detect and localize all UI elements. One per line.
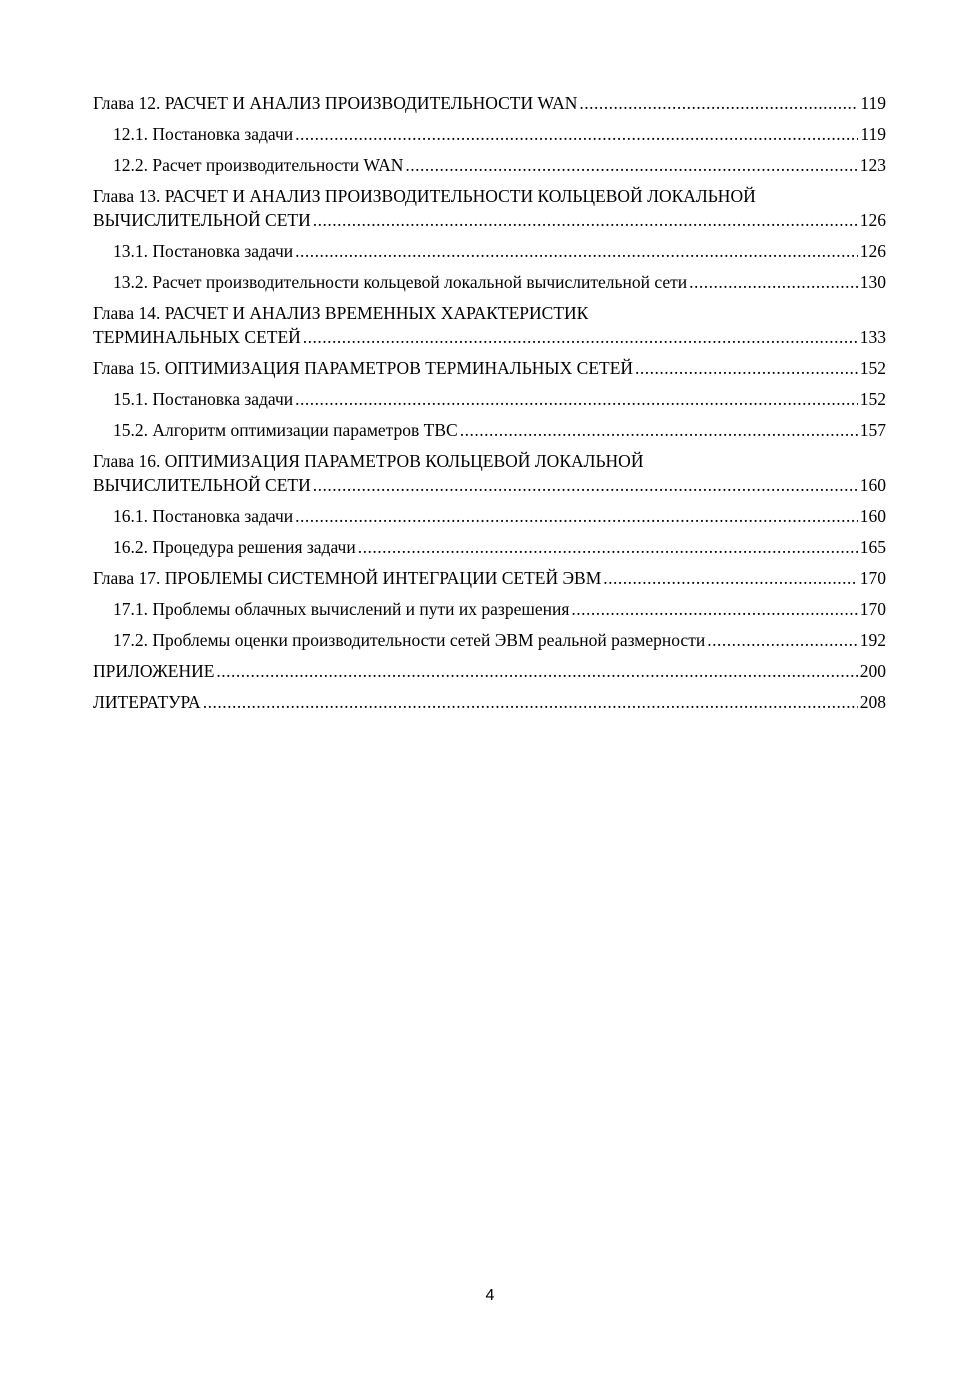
toc-entry-title: 15.2. Алгоритм оптимизации параметров ТВС [113,420,458,440]
dot-leader [295,387,858,411]
toc-entry-page: 152 [859,389,886,409]
toc-entry-title: 12.2. Расчет производительности WAN [113,155,404,175]
toc-entry-title: ВЫЧИСЛИТЕЛЬНОЙ СЕТИ [93,475,311,495]
dot-leader [295,504,858,528]
toc-entry-page: 160 [859,475,886,495]
page-number: 4 [485,1287,495,1304]
toc-entry-title: 12.1. Постановка задачи [113,124,294,144]
toc-entry-page: 119 [860,93,886,113]
toc-entry-title: ВЫЧИСЛИТЕЛЬНОЙ СЕТИ [93,210,311,230]
toc-entry-line [93,208,886,232]
toc-entry-title: ПРИЛОЖЕНИЕ [93,661,215,681]
dot-leader [313,473,858,497]
dot-leader [689,270,858,294]
toc-entry [93,122,886,146]
toc-entry [93,659,886,683]
toc-entry [93,690,886,714]
dot-leader [313,208,858,232]
toc-entry [93,239,886,263]
toc-entry-page: 200 [859,661,886,681]
dot-leader [405,153,857,177]
toc-entry-title: 16.1. Постановка задачи [113,506,294,526]
toc-entry-title: 15.1. Постановка задачи [113,389,294,409]
toc-entry [93,566,886,590]
toc-entry-page: 160 [859,506,886,526]
toc-entry-line [113,387,886,411]
toc-entry-page: 133 [859,327,886,347]
toc-entry-line [93,659,886,683]
toc-entry-title: 13.2. Расчет производительности кольцевой локальной вычислительной сети [113,272,688,292]
dot-leader [358,535,858,559]
toc-entry-line [113,270,886,294]
toc-entry-title: Глава 15. ОПТИМИЗАЦИЯ ПАРАМЕТРОВ ТЕРМИНАЛЬНЫХ СЕТЕЙ [93,358,634,378]
dot-leader [571,597,857,621]
toc-entry-title-line: Глава 13. РАСЧЕТ И АНАЛИЗ ПРОИЗВОДИТЕЛЬНОСТИ КОЛЬЦЕВОЙ ЛОКАЛЬНОЙ [93,186,756,206]
toc-entry-title-line: Глава 14. РАСЧЕТ И АНАЛИЗ ВРЕМЕННЫХ ХАРАКТЕРИСТИК [93,303,589,323]
toc-entry-title: 13.1. Постановка задачи [113,241,294,261]
toc-entry-page: 126 [859,210,886,230]
toc-entry-page: 170 [859,599,886,619]
toc-entry [93,301,886,349]
toc-entry-page: 165 [859,537,886,557]
toc-entry-line [113,122,886,146]
toc-entry-title-line: Глава 16. ОПТИМИЗАЦИЯ ПАРАМЕТРОВ КОЛЬЦЕВОЙ ЛОКАЛЬНОЙ [93,451,644,471]
toc-entry-line [113,153,886,177]
dot-leader [295,239,858,263]
toc-entry-line [93,473,886,497]
toc-entry [93,184,886,232]
toc-entry [93,597,886,621]
toc-entry-page: 123 [859,155,886,175]
toc-entry [93,504,886,528]
dot-leader [303,325,858,349]
toc-entry-page: 126 [859,241,886,261]
toc-entry-page: 119 [860,124,886,144]
dot-leader [203,690,858,714]
toc-entry [93,449,886,497]
toc-entry-line [113,418,886,442]
toc-entry-title: 17.1. Проблемы облачных вычислений и пути их разрешения [113,599,570,619]
toc-entry-page: 208 [859,692,886,712]
dot-leader [460,418,858,442]
dot-leader [295,122,858,146]
toc-entry-line [93,325,886,349]
table-of-contents [93,91,886,721]
toc-entry-line [113,504,886,528]
toc-entry-page: 170 [859,568,886,588]
dot-leader [579,91,858,115]
dot-leader [635,356,858,380]
dot-leader [707,628,858,652]
toc-entry [93,535,886,559]
toc-entry-title: Глава 17. ПРОБЛЕМЫ СИСТЕМНОЙ ИНТЕГРАЦИИ СЕТЕЙ ЭВМ [93,568,602,588]
toc-entry-title: Глава 12. РАСЧЕТ И АНАЛИЗ ПРОИЗВОДИТЕЛЬНОСТИ WAN [93,93,578,113]
toc-entry-line [93,356,886,380]
toc-entry-page: 157 [859,420,886,440]
toc-entry-line [113,535,886,559]
toc-entry-page: 130 [859,272,886,292]
toc-entry [93,387,886,411]
toc-entry-line [93,566,886,590]
toc-entry-title: ТЕРМИНАЛЬНЫХ СЕТЕЙ [93,327,301,347]
dot-leader [216,659,857,683]
toc-entry-line [113,239,886,263]
toc-entry [93,91,886,115]
toc-entry-line [93,91,886,115]
toc-entry [93,270,886,294]
toc-entry [93,356,886,380]
toc-entry [93,153,886,177]
toc-entry-line [93,690,886,714]
toc-entry-title: ЛИТЕРАТУРА [93,692,201,712]
dot-leader [603,566,857,590]
toc-entry-page: 152 [859,358,886,378]
toc-entry-page: 192 [859,630,886,650]
toc-entry-line [113,597,886,621]
toc-entry-title: 17.2. Проблемы оценки производительности сетей ЭВМ реальной размерности [113,630,706,650]
toc-entry [93,628,886,652]
toc-entry-title: 16.2. Процедура решения задачи [113,537,356,557]
toc-entry-line [113,628,886,652]
toc-entry [93,418,886,442]
